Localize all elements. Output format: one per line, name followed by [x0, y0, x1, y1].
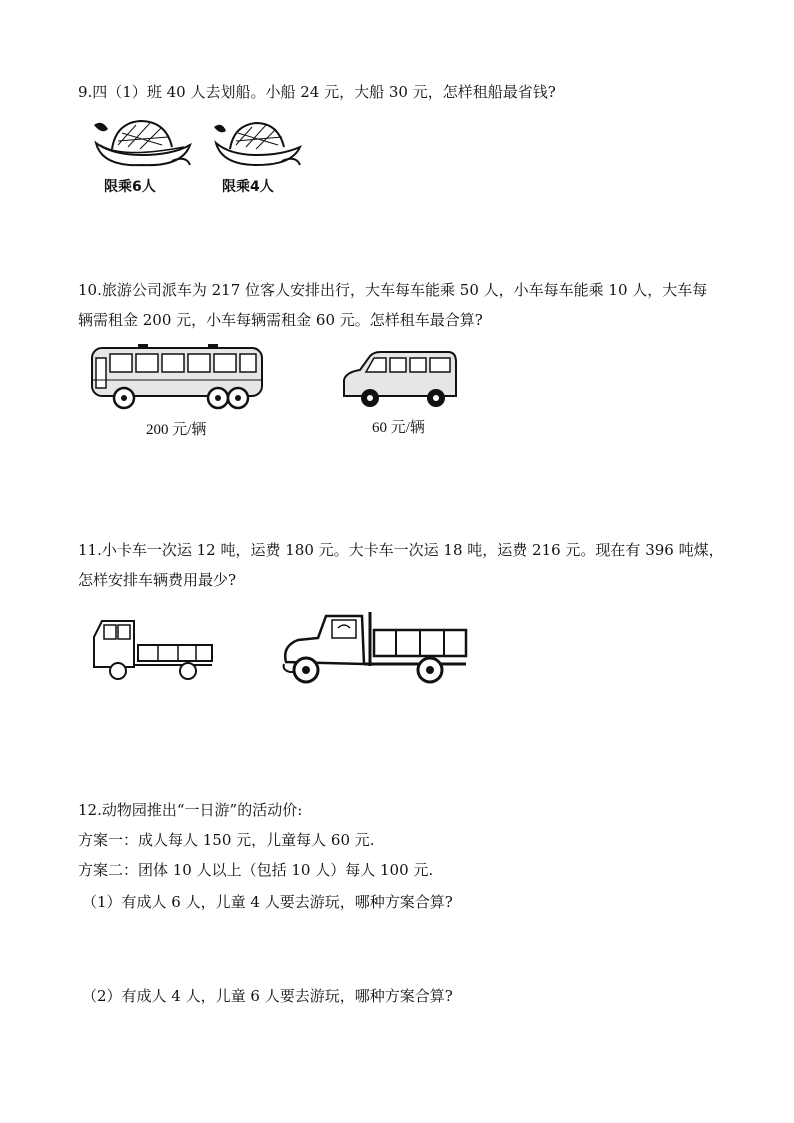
- question-10-line-1: 10.旅游公司派车为 217 位客人安排出行，大车每车能乘 50 人，小车每车能乘 10 人，大车每: [78, 281, 708, 299]
- plan-2-text: 方案二：团体 10 人以上（包括 10 人）每人 100 元.: [78, 861, 434, 879]
- question-11-line-1: 11.小卡车一次运 12 吨，运费 180 元。大卡车一次运 18 吨，运费 216 元。现在有 396 吨煤，: [78, 541, 724, 559]
- bus-price-label: 200 元/辆: [146, 422, 207, 438]
- van-price-label: 60 元/辆: [372, 420, 425, 436]
- big-truck-icon: [278, 610, 470, 686]
- question-12-part-2: （2）有成人 4 人，儿童 6 人要去游玩，哪种方案合算?: [82, 987, 453, 1005]
- question-10-line-2: 辆需租金 200 元，小车每辆需租金 60 元。怎样租车最合算?: [78, 311, 483, 329]
- small-truck-icon: [88, 615, 216, 683]
- question-12-part-1: （1）有成人 6 人，儿童 4 人要去游玩，哪种方案合算?: [82, 893, 453, 911]
- question-9-text: 9.四（1）班 40 人去划船。小船 24 元，大船 30 元，怎样租船最省钱?: [78, 83, 556, 101]
- big-boat-caption: 限乘6人: [104, 179, 156, 195]
- bus-icon: [88, 340, 268, 412]
- plan-1-text: 方案一：成人每人 150 元，儿童每人 60 元.: [78, 831, 375, 849]
- small-boat-caption: 限乘4人: [222, 179, 274, 195]
- question-11-line-2: 怎样安排车辆费用最少?: [78, 571, 237, 589]
- small-boat-icon: [212, 115, 302, 171]
- van-icon: [340, 350, 460, 410]
- question-12-title: 12.动物园推出“一日游”的活动价:: [78, 801, 303, 819]
- big-boat-icon: [92, 115, 192, 171]
